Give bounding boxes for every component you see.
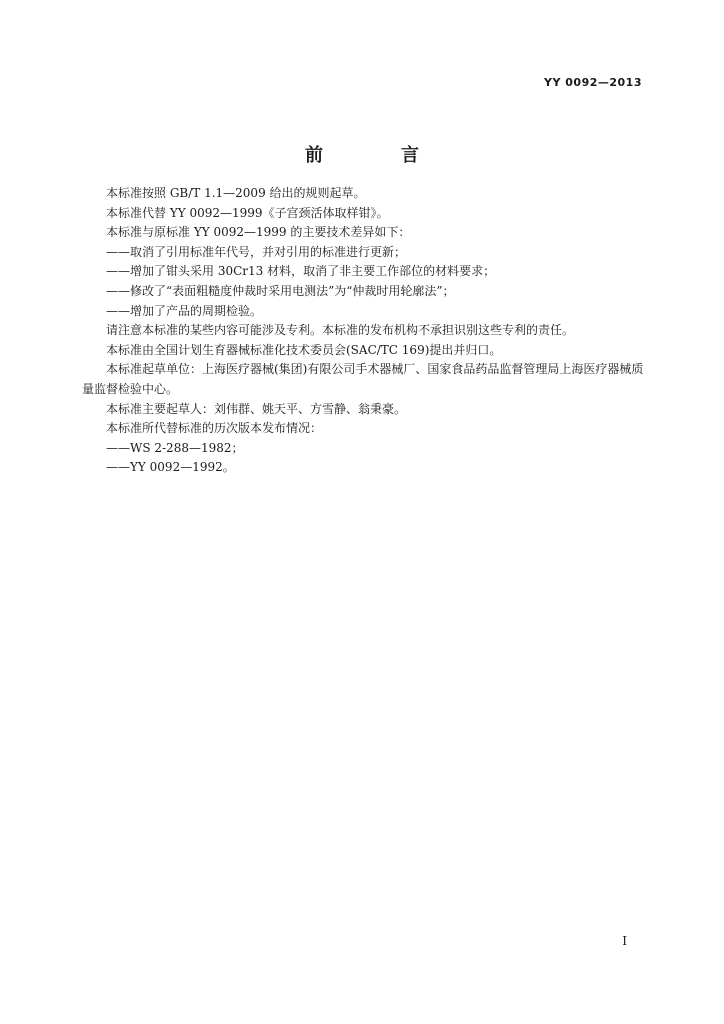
list-item-difference: ——增加了钳头采用 30Cr13 材料，取消了非主要工作部位的材料要求； (106, 264, 496, 279)
list-item-history: ——WS 2-288—1982； (106, 440, 244, 455)
paragraph-replaces: 本标准代替 YY 0092—1999《子宫颈活体取样钳》。 (106, 205, 389, 220)
paragraph-drafters: 本标准主要起草人：刘伟群、姚天平、方雪静、翁秉豪。 (106, 401, 407, 416)
list-item-difference: ——取消了引用标准年代号，并对引用的标准进行更新； (106, 244, 407, 259)
list-item-difference: ——修改了“表面粗糙度仲裁时采用电测法”为“仲裁时用轮廓法”； (106, 283, 455, 298)
paragraph-history-intro: 本标准所代替标准的历次版本发布情况： (106, 421, 323, 436)
paragraph-drafting-units: 本标准起草单位：上海医疗器械(集团)有限公司手术器械厂、国家食品药品监督管理局上海医疗器械质量监督检验中心。 (82, 362, 644, 396)
paragraph-patent-notice: 请注意本标准的某些内容可能涉及专利。本标准的发布机构不承担识别这些专利的责任。 (106, 323, 575, 338)
foreword-body (82, 184, 644, 478)
page-title: 前 言 (305, 145, 449, 166)
paragraph-drafting-rules: 本标准按照 GB/T 1.1—2009 给出的规则起草。 (106, 186, 366, 200)
page-number: I (622, 934, 627, 948)
standard-number: YY 0092—2013 (544, 76, 642, 89)
paragraph-differences-intro: 本标准与原标准 YY 0092—1999 的主要技术差异如下： (106, 225, 411, 240)
list-item-difference: ——增加了产品的周期检验。 (106, 303, 263, 318)
list-item-history: ——YY 0092—1992。 (106, 460, 235, 475)
paragraph-proposed-by: 本标准由全国计划生育器械标准化技术委员会(SAC/TC 169)提出并归口。 (106, 342, 502, 357)
